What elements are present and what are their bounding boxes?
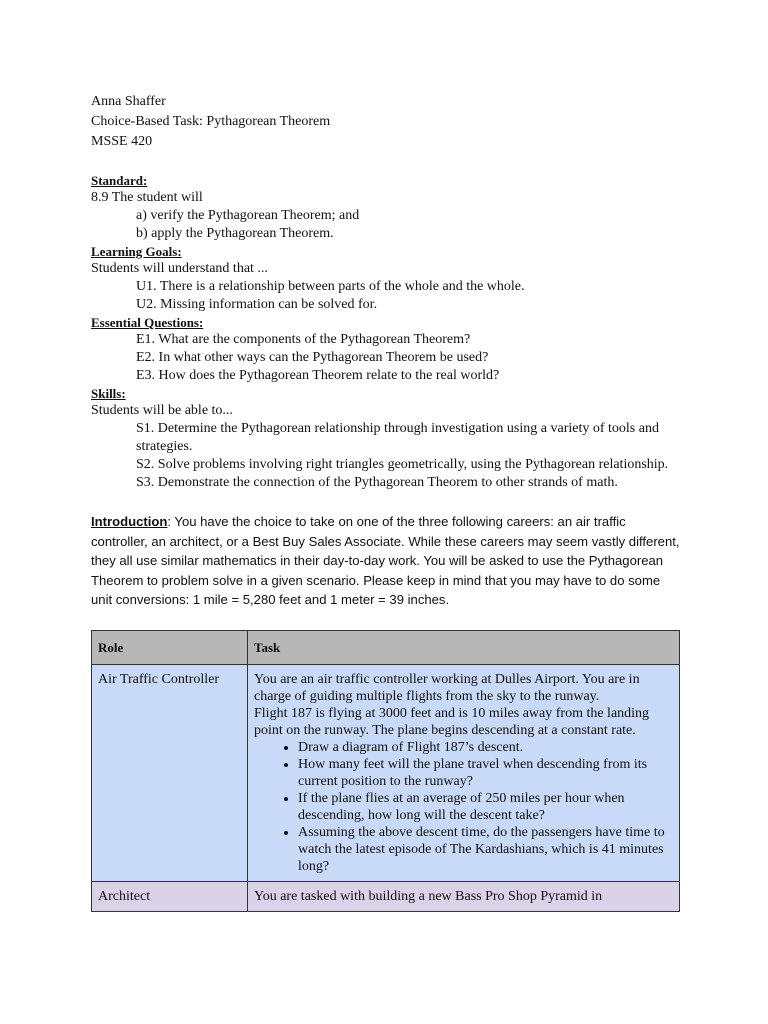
essential-question-item: E1. What are the components of the Pythagorean Theorem? <box>136 332 471 347</box>
learning-goals-heading: Learning Goals: <box>91 244 182 259</box>
task-paragraph: You are tasked with building a new Bass Pro Shop Pyramid in <box>254 888 603 904</box>
skill-item: S3. Demonstrate the connection of the Pythagorean Theorem to other strands of math. <box>136 475 618 490</box>
author-name: Anna Shaffer <box>91 94 166 109</box>
task-bullet-list <box>254 739 673 875</box>
skill-item: S2. Solve problems involving right triangles geometrically, using the Pythagorean relationship. <box>136 457 669 472</box>
table-row <box>92 664 680 881</box>
table-row <box>92 881 680 911</box>
document-page <box>91 92 681 912</box>
column-header-task: Task <box>248 630 680 664</box>
standard-item: b) apply the Pythagorean Theorem. <box>136 226 334 241</box>
essential-question-item: E3. How does the Pythagorean Theorem relate to the real world? <box>136 368 500 383</box>
essential-question-item: E2. In what other ways can the Pythagorean Theorem be used? <box>136 350 489 365</box>
standard-intro: 8.9 The student will <box>91 190 203 205</box>
task-paragraph: You are an air traffic controller working at Dulles Airport. You are in charge of guiding multiple flights from the sky to the runway. <box>254 671 640 704</box>
task-title: Choice-Based Task: Pythagorean Theorem <box>91 114 331 129</box>
task-cell <box>248 664 680 881</box>
standard-item: a) verify the Pythagorean Theorem; and <box>136 208 360 223</box>
role-cell: Air Traffic Controller <box>92 664 248 881</box>
task-bullet: • Draw a diagram of Flight 187’s descent. <box>298 739 673 756</box>
learning-goal-item: U1. There is a relationship between parts of the whole and the whole. <box>136 279 525 294</box>
introduction-text: : You have the choice to take on one of the three following careers: an air traffic controller, an architect, or a Best Buy Sales Associate. While these careers may seem vastly different, they all use similar mathematics in their day-to-day work. You will be asked to use the Pythagorean Theorem to problem solve in a given scenario. Please keep in mind that you may have to do some unit conversions: 1 mile = 5,280 feet and 1 meter = 39 inches. <box>91 514 680 607</box>
column-header-role: Role <box>92 630 248 664</box>
role-task-table <box>91 630 680 912</box>
task-cell <box>248 881 680 911</box>
task-bullet: • How many feet will the plane travel when descending from its current position to the runway? <box>298 756 673 790</box>
task-paragraph: Flight 187 is flying at 3000 feet and is 10 miles away from the landing point on the runway. The plane begins descending at a constant rate. <box>254 705 650 738</box>
learning-goal-item: U2. Missing information can be solved for. <box>136 297 378 312</box>
standard-heading: Standard: <box>91 173 148 188</box>
task-bullet: • If the plane flies at an average of 250 miles per hour when descending, how long will the descent take? <box>298 790 673 824</box>
introduction-paragraph <box>91 512 681 610</box>
essential-questions-heading: Essential Questions: <box>91 315 204 330</box>
introduction-label: Introduction <box>91 514 168 529</box>
skills-heading: Skills: <box>91 386 126 401</box>
role-cell: Architect <box>92 881 248 911</box>
skills-intro: Students will be able to... <box>91 403 233 418</box>
task-bullet: • Assuming the above descent time, do the passengers have time to watch the latest episode of The Kardashians, which is 41 minutes long? <box>298 824 673 875</box>
course-code: MSSE 420 <box>91 134 153 149</box>
table-header-row <box>92 630 680 664</box>
skill-item: S1. Determine the Pythagorean relationship through investigation using a variety of tools and strategies. <box>136 421 659 454</box>
learning-goals-intro: Students will understand that ... <box>91 261 268 276</box>
